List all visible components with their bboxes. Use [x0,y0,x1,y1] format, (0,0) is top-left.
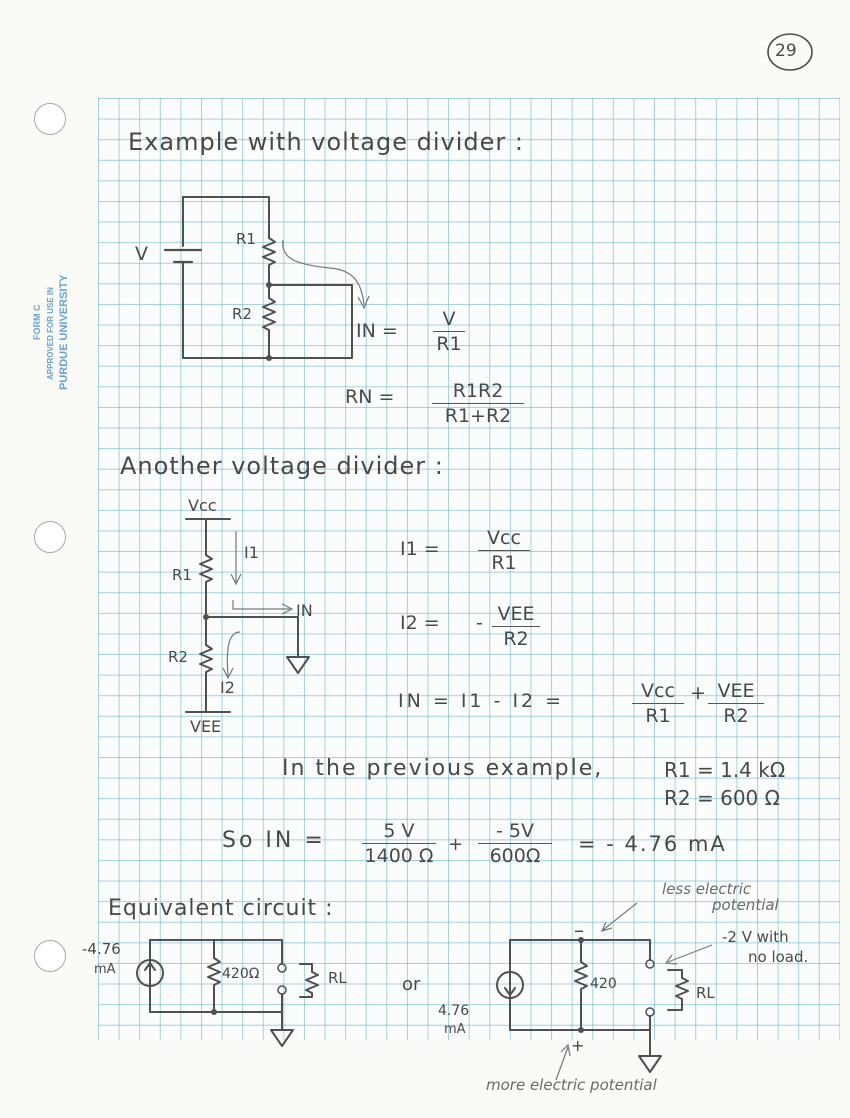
fraction-bar [632,703,684,704]
eq-i1-fraction [478,527,530,574]
r2-zigzag [263,298,275,358]
so-t1-den: 1400 Ω [364,845,434,867]
fraction-bar [478,843,552,844]
src2-value: 4.76 [438,1003,470,1019]
so-t2-num: - 5V [496,820,534,842]
res1-label: 420Ω [222,966,260,982]
r2-value: R2 = 600 Ω [664,786,780,810]
in-equation-lhs: IN = [356,320,398,342]
r1-label: R1 [236,230,256,248]
eq-in-t1-num: Vcc [641,680,675,702]
i1-label: I1 [244,543,259,562]
vee-label: VEE [190,717,222,736]
eq-in-t1-den: R1 [645,705,671,727]
r1-label-2: R1 [172,566,192,584]
heading-another-divider: Another voltage divider : [120,452,444,480]
fraction-bar [478,550,530,551]
r1-value: R1 = 1.4 kΩ [664,758,786,782]
eq-i1-num: Vcc [487,527,521,549]
eq-i1-den: R1 [491,552,517,574]
res2-label: 420 [590,976,617,992]
rn-den: R1+R2 [444,405,512,427]
eq-in-plus: + [690,682,706,704]
r2-label: R2 [232,305,252,323]
vcc-label: Vcc [188,496,217,515]
fraction-bar [492,626,540,627]
eq-i2-fraction [492,603,540,650]
so-t2-den: 600Ω [489,845,541,867]
so-term2 [478,820,552,867]
fraction-bar [432,403,524,404]
eq-i2-num: VEE [497,603,535,625]
eq-i2-sign: - [476,612,483,634]
eq-i2-lhs: I2 = [400,612,440,634]
or-text: or [402,974,421,995]
eq-in-t2-num: VEE [717,680,755,702]
eq-in-term1 [632,680,684,727]
heading-voltage-divider: Example with voltage divider : [128,128,524,156]
less-potential-line2: potential [712,896,779,914]
r1-zigzag [263,238,275,298]
eq-i1-lhs: I1 = [400,538,440,560]
rl2-label: RL [696,984,715,1002]
src2-unit: mA [444,1022,466,1037]
src1-unit: mA [94,962,116,977]
previous-example-text: In the previous example, [282,756,604,781]
so-t1-num: 5 V [383,820,415,842]
i2-label: I2 [220,678,235,697]
eq-in-t2-den: R2 [723,705,749,727]
eq-in-lhs: IN = I1 - I2 = [398,690,565,712]
rl1-label: RL [328,969,347,987]
heading-equivalent-circuit: Equivalent circuit : [108,896,334,921]
page-number: 29 [775,41,797,61]
form-label-line1: FORM C [32,304,42,340]
more-potential-note: more electric potential [486,1076,657,1094]
so-term1 [362,820,436,867]
eq-in-term2 [708,680,764,727]
form-label-line2: APPROVED FOR USE IN [46,287,55,380]
in-den: R1 [436,333,462,355]
less-potential-line1: less electric [662,880,752,898]
source-label-v: V [135,243,148,265]
fraction-bar [433,331,465,332]
eq-i2-den: R2 [503,628,529,650]
rn-num: R1R2 [452,380,504,402]
rn-equation-fraction [432,380,524,427]
no-load-line2: no load. [748,948,809,966]
in-equation-fraction [433,308,465,355]
so-lhs: So IN = [222,828,326,853]
in-num: V [442,308,456,330]
rn-equation-lhs: RN = [345,386,395,408]
fraction-bar [362,843,436,844]
equivalent-circuit-1 [137,940,318,1046]
voltage-divider-circuit-1 [165,197,369,361]
so-result: = - 4.76 mA [578,832,727,856]
form-label-line3: PURDUE UNIVERSITY [58,274,70,390]
src1-value: -4.76 [82,940,121,958]
so-plus: + [448,834,464,855]
no-load-line1: -2 V with [722,928,789,946]
plus-terminal-sign: + [571,1036,585,1055]
fraction-bar [708,703,764,704]
r2-label-2: R2 [168,648,188,666]
minus-terminal-sign: – [574,918,584,942]
in-label: IN [296,601,313,620]
